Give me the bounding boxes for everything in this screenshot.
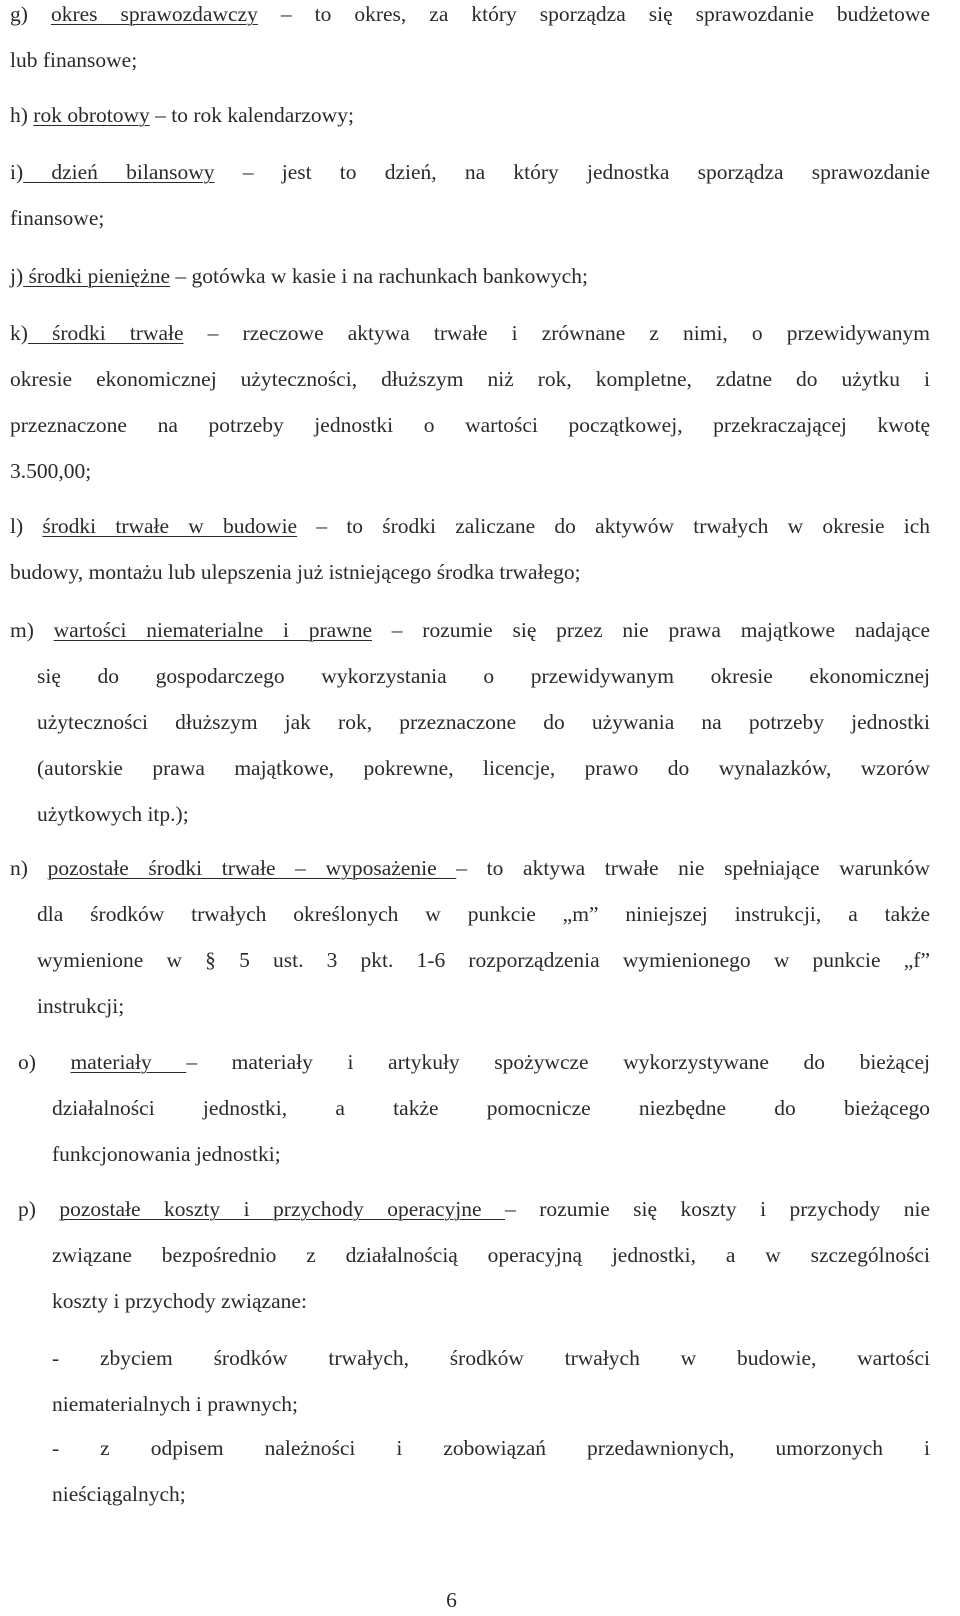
paragraph-line: [10, 46, 930, 74]
text-run: użyteczności dłuższym jak rok, przeznaczone do używania na potrzeby jednostki: [37, 710, 930, 734]
text-run: – jest to dzień, na który jednostka sporządza sprawozdanie: [214, 160, 930, 184]
text-run: użytkowych itp.);: [37, 802, 189, 826]
text-run: koszty i przychody związane:: [52, 1289, 307, 1313]
paragraph-line: [10, 411, 930, 439]
paragraph-line: [10, 512, 930, 540]
text-run: nieściągalnych;: [52, 1482, 186, 1506]
term-underlined: okres sprawozdawczy: [50, 2, 258, 26]
paragraph-line: [52, 1140, 930, 1168]
paragraph-line: [52, 1390, 930, 1418]
text-run: n): [10, 856, 48, 880]
text-run: i): [10, 160, 24, 184]
text-run: l): [10, 514, 43, 538]
text-run: p): [18, 1197, 60, 1221]
paragraph-line: [37, 800, 930, 828]
text-run: - z odpisem należności i zobowiązań przedawnionych, umorzonych i: [52, 1436, 930, 1460]
paragraph-line: [37, 900, 930, 928]
paragraph-line: [18, 1195, 930, 1223]
term-underlined: pozostałe koszty i przychody operacyjne: [59, 1197, 506, 1221]
page-number: 6: [446, 1588, 457, 1612]
text-run: – gotówka w kasie i na rachunkach bankowych;: [170, 264, 588, 288]
paragraph-line: [37, 754, 930, 782]
text-run: przeznaczone na potrzeby jednostki o wartości początkowej, przekraczającej kwotę: [10, 413, 930, 437]
paragraph-line: [10, 204, 930, 232]
term-underlined: dzień bilansowy: [23, 160, 215, 184]
paragraph-line: [52, 1287, 930, 1315]
text-run: – to aktywa trwałe nie spełniające warunków: [456, 856, 930, 880]
paragraph-line: [10, 616, 930, 644]
text-run: działalności jednostki, a także pomocnicze niezbędne do bieżącego: [52, 1096, 930, 1120]
paragraph-line: [10, 854, 930, 882]
text-run: wymienione w § 5 ust. 3 pkt. 1-6 rozporządzenia wymienionego w punkcie „f”: [37, 948, 930, 972]
paragraph-line: [37, 662, 930, 690]
text-run: – to środki zaliczane do aktywów trwałych w okresie ich: [297, 514, 931, 538]
text-run: o): [18, 1050, 71, 1074]
paragraph-line: [10, 158, 930, 186]
paragraph-line: [52, 1434, 930, 1462]
paragraph-line: [37, 946, 930, 974]
text-run: 3.500,00;: [10, 459, 92, 483]
text-run: funkcjonowania jednostki;: [52, 1142, 281, 1166]
paragraph-line: [10, 319, 930, 347]
text-run: okresie ekonomicznej użyteczności, dłuższym niż rok, kompletne, zdatne do użytku i: [10, 367, 930, 391]
paragraph-line: [52, 1344, 930, 1372]
term-underlined: rok obrotowy: [33, 103, 150, 127]
paragraph-line: [10, 558, 930, 586]
text-run: - zbyciem środków trwałych, środków trwałych w budowie, wartości: [52, 1346, 930, 1370]
paragraph-line: [10, 0, 930, 28]
text-run: k): [10, 321, 28, 345]
text-run: budowy, montażu lub ulepszenia już istniejącego środka trwałego;: [10, 560, 581, 584]
paragraph-line: [52, 1480, 930, 1508]
paragraph-line: [10, 262, 930, 290]
text-run: – to rok kalendarzowy;: [149, 103, 354, 127]
paragraph-line: [18, 1048, 930, 1076]
paragraph-line: [37, 992, 930, 1020]
text-run: się do gospodarczego wykorzystania o przewidywanym okresie ekonomicznej: [37, 664, 930, 688]
term-underlined: środki pieniężne: [23, 264, 171, 288]
paragraph-line: [10, 365, 930, 393]
paragraph-line: [52, 1094, 930, 1122]
paragraph-line: [10, 101, 930, 129]
text-run: – rzeczowe aktywa trwałe i zrównane z nimi, o przewidywanym: [183, 321, 931, 345]
paragraph-line: [10, 457, 930, 485]
text-run: g): [10, 2, 51, 26]
text-run: związane bezpośrednio z działalnością operacyjną jednostki, a w szczególności: [52, 1243, 930, 1267]
paragraph-line: [37, 708, 930, 736]
text-run: – rozumie się koszty i przychody nie: [505, 1197, 930, 1221]
term-underlined: materiały: [70, 1050, 187, 1074]
text-run: – materiały i artykuły spożywcze wykorzystywane do bieżącej: [186, 1050, 930, 1074]
text-run: niematerialnych i prawnych;: [52, 1392, 298, 1416]
text-run: – rozumie się przez nie prawa majątkowe nadające: [372, 618, 931, 642]
text-run: finansowe;: [10, 206, 105, 230]
term-underlined: środki trwałe: [27, 321, 184, 345]
term-underlined: pozostałe środki trwałe – wyposażenie: [47, 856, 457, 880]
term-underlined: wartości niematerialne i prawne: [53, 618, 373, 642]
text-run: j): [10, 264, 24, 288]
paragraph-line: [52, 1241, 930, 1269]
text-run: m): [10, 618, 54, 642]
text-run: – to okres, za który sporządza się sprawozdanie budżetowe: [257, 2, 930, 26]
text-run: lub finansowe;: [10, 48, 138, 72]
text-run: instrukcji;: [37, 994, 125, 1018]
text-run: (autorskie prawa majątkowe, pokrewne, licencje, prawo do wynalazków, wzorów: [37, 756, 930, 780]
text-run: h): [10, 103, 34, 127]
term-underlined: środki trwałe w budowie: [42, 514, 298, 538]
text-run: dla środków trwałych określonych w punkcie „m” niniejszej instrukcji, a także: [37, 902, 930, 926]
